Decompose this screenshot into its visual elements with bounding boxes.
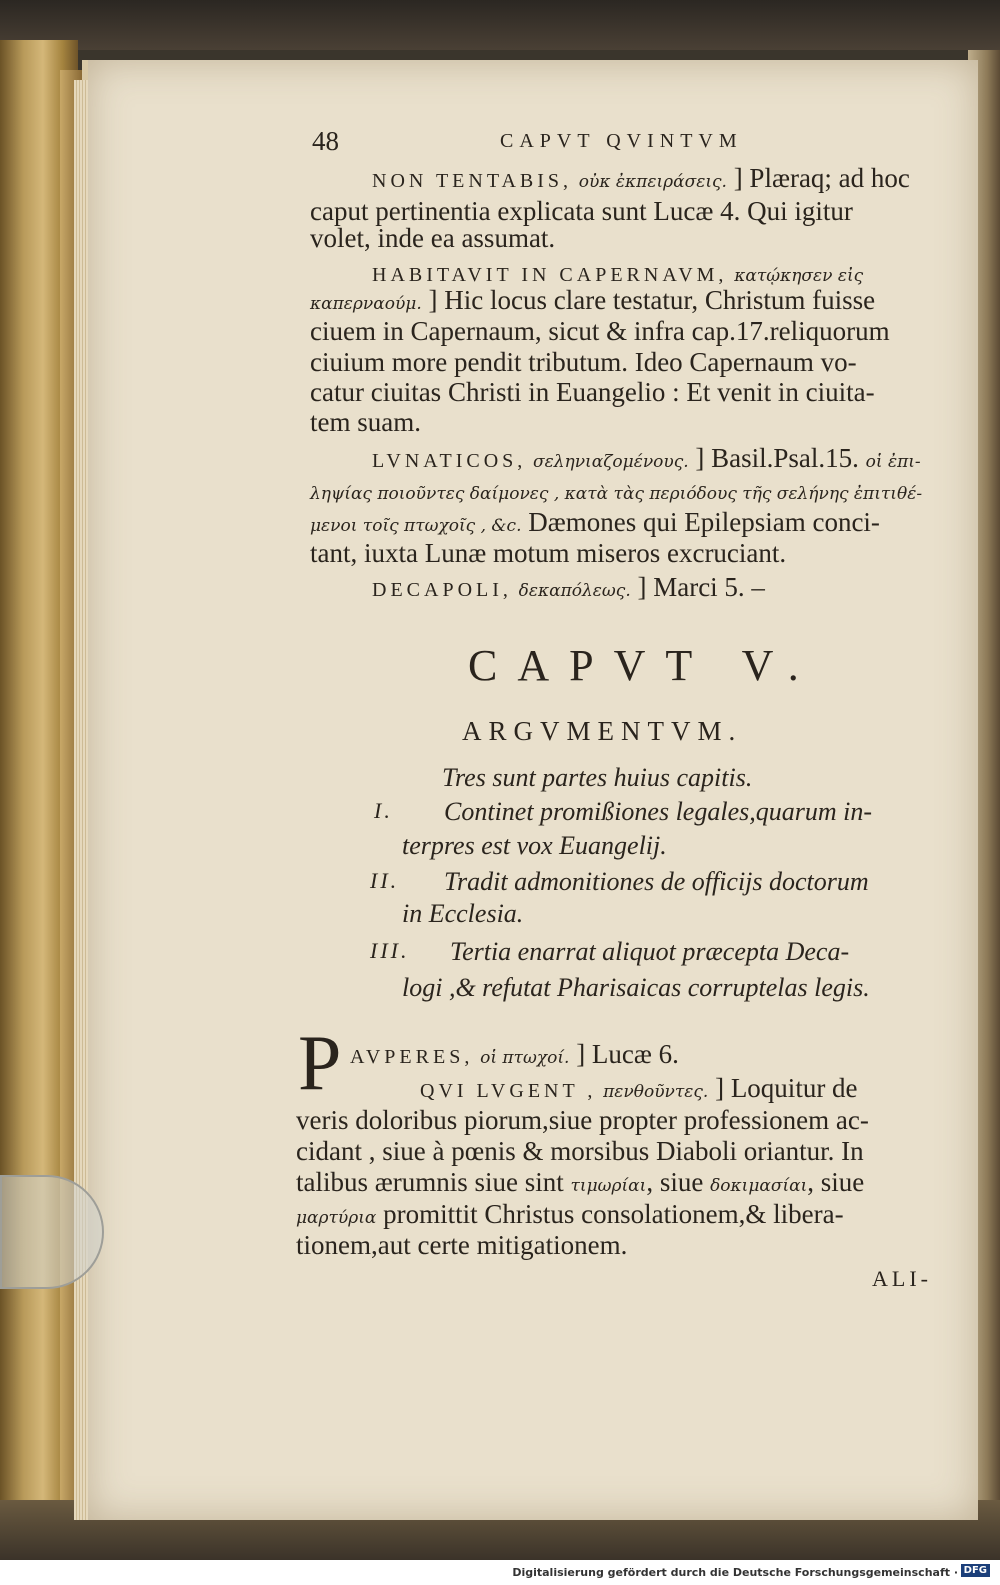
- lemma: NON TENTABIS,: [372, 170, 573, 192]
- page-number: 48: [312, 126, 339, 156]
- text-line: [310, 474, 922, 510]
- text: ] Lucæ 6.: [576, 1039, 679, 1069]
- lemma: LVNATICOS,: [372, 450, 527, 472]
- text: , siue: [807, 1167, 865, 1197]
- footer-bar: [0, 1560, 1000, 1585]
- text-line: [372, 571, 765, 607]
- text: ] Marci 5. –: [637, 572, 765, 602]
- page-leaves: [74, 80, 88, 1520]
- text-line: [350, 1038, 679, 1074]
- item-text: Tradit admonitiones de officijs doctorum: [444, 867, 869, 896]
- text-line: caput pertinentia explicata sunt Lucæ 4. Qui igitur: [310, 196, 853, 226]
- greek-text: δεκαπόλεως.: [518, 581, 631, 601]
- text: ] Basil.Psal.15.: [695, 443, 859, 473]
- running-head: CAPVT QVINTVM: [500, 130, 743, 152]
- greek-text: καπερναούμ.: [310, 294, 422, 314]
- greek-text: οἱ ἐπι-: [865, 452, 921, 472]
- text-line: [372, 442, 921, 478]
- greek-text: ληψίας ποιοῦντες δαίμονες , κατὰ τὰς περιόδους τῆς σελήνης ἐπιτιθέ-: [310, 484, 923, 504]
- lemma: DECAPOLI,: [372, 579, 512, 601]
- text: Dæmones qui Epilepsiam conci-: [528, 507, 880, 537]
- greek-text: μαρτύρια: [296, 1208, 377, 1228]
- item-numeral: II.: [370, 868, 400, 893]
- lemma: AVPERES,: [350, 1046, 474, 1068]
- greek-text: κατῴκησεν εἰς: [734, 266, 864, 286]
- greek-text: οὐκ ἐκπειράσεις.: [578, 172, 727, 192]
- funding-notice: Digitalisierung gefördert durch die Deutsche Forschungsgemeinschaft ·: [512, 1566, 958, 1579]
- argument-intro: Tres sunt partes huius capitis.: [442, 763, 753, 792]
- text: ] Loquitur de: [715, 1073, 858, 1103]
- dfg-logo: DFG: [961, 1564, 990, 1577]
- greek-text: πενθοῦντες.: [603, 1082, 709, 1102]
- drop-cap: P: [298, 1019, 342, 1106]
- text-line: tem suam.: [310, 407, 421, 437]
- text: ] Plæraq; ad hoc: [733, 163, 910, 193]
- item-numeral: III.: [370, 938, 410, 963]
- text-line: ciuem in Capernaum, sicut & infra cap.17.reliquorum: [310, 316, 890, 346]
- item-text: Tertia enarrat aliquot præcepta Deca-: [450, 937, 850, 966]
- greek-text: δοκιμασίαι: [710, 1176, 808, 1196]
- item-text: in Ecclesia.: [402, 899, 524, 928]
- greek-text: σεληνιαζομένους.: [533, 452, 689, 472]
- text-line: [420, 1072, 858, 1108]
- catchword: ALI-: [872, 1266, 932, 1291]
- text-line: veris doloribus piorum,siue propter professionem ac-: [296, 1105, 869, 1135]
- item-text: logi ,& refutat Pharisaicas corruptelas legis.: [402, 973, 870, 1002]
- greek-text: τιμωρίαι: [570, 1176, 647, 1196]
- text: , siue: [646, 1167, 704, 1197]
- argument-heading: ARGVMENTVM.: [462, 716, 743, 746]
- text-line: ciuium more pendit tributum. Ideo Capernaum vo-: [310, 347, 857, 377]
- text-line: tant, iuxta Lunæ motum miseros excruciant.: [310, 538, 787, 568]
- text-line: [296, 1166, 864, 1202]
- item-text: terpres est vox Euangelij.: [402, 831, 667, 860]
- text-line: [372, 162, 910, 198]
- greek-text: οἱ πτωχοί.: [480, 1048, 570, 1068]
- lemma: QVI LVGENT ,: [420, 1080, 597, 1102]
- text: promittit Christus consolationem,& libera-: [383, 1199, 844, 1229]
- chapter-title: CAPVT V.: [468, 641, 819, 690]
- text-line: catur ciuitas Christi in Euangelio : Et venit in ciuita-: [310, 377, 875, 407]
- text-line: tionem,aut certe mitigationem.: [296, 1230, 628, 1260]
- scan-top-band: [0, 0, 1000, 50]
- text-line: cidant , siue à pœnis & morsibus Diaboli oriantur. In: [296, 1136, 864, 1166]
- text: talibus ærumnis siue sint: [296, 1167, 564, 1197]
- item-text: Continet promißiones legales,quarum in-: [444, 797, 873, 826]
- lemma: HABITAVIT IN CAPERNAVM,: [372, 264, 728, 286]
- text: ] Hic locus clare testatur, Christum fuisse: [428, 285, 876, 315]
- item-numeral: I.: [374, 798, 393, 823]
- greek-text: μενοι τοῖς πτωχοῖς , &c.: [310, 516, 522, 536]
- text-line: volet, inde ea assumat.: [310, 223, 556, 253]
